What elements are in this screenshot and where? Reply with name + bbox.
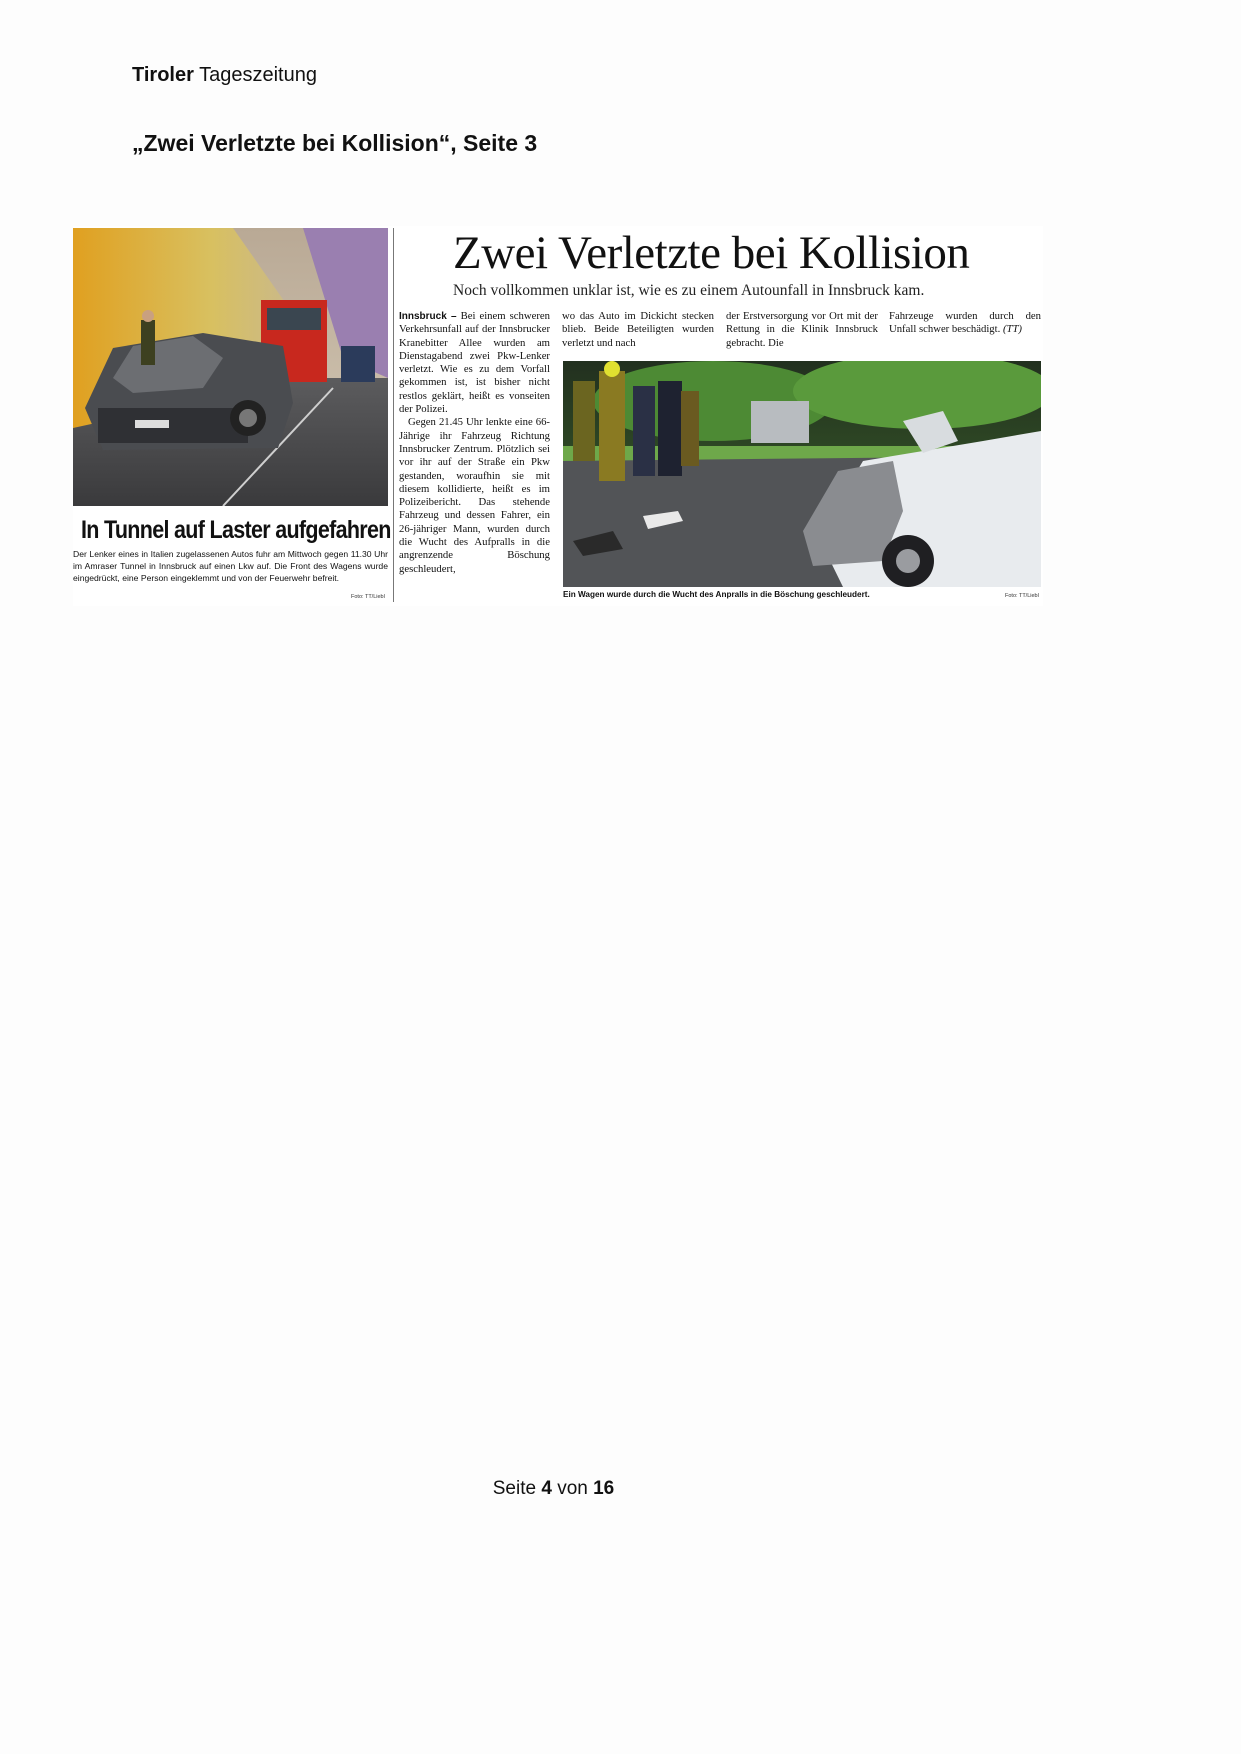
dateline: Innsbruck –: [399, 311, 457, 322]
newspaper-brand: [132, 64, 317, 87]
brand-rest: Tageszeitung: [199, 64, 317, 86]
current-page-number: 4: [541, 1478, 552, 1499]
article-paragraph-1: Bei einem schweren Verkehrsunfall auf der Innsbrucker Kranebitter Allee wurden am Dienstagabend zwei Pkw-Lenker verletzt. Wie es zu dem Vorfall gekommen ist, ist bisher nicht restlos geklärt, heißt es vonseiten der Polizei.: [399, 310, 550, 416]
article-reference-title: „Zwei Verletzte bei Kollision“, Seite 3: [132, 130, 538, 156]
footer-middle: von: [557, 1478, 588, 1499]
main-headline: Zwei Verletzte bei Kollision: [453, 227, 970, 279]
author-tag: (TT): [1002, 323, 1022, 336]
article-closing-text: Fahrzeuge wurden durch den Unfall schwer beschädigt.: [889, 310, 1041, 336]
tunnel-crash-photo: [73, 228, 388, 506]
article-column-1: [399, 310, 550, 576]
tunnel-article-caption: Der Lenker eines in Italien zugelassenen Autos fuhr am Mittwoch gegen 11.30 Uhr im Amraser Tunnel in Innsbruck auf einen Lkw auf. Die Front des Wagens wurde eingedrückt, eine Person eingeklemmt und von der Feuerwehr befreit.: [73, 549, 388, 583]
footer-prefix: Seite: [492, 1478, 537, 1499]
tunnel-photo-credit: Foto: TT/Liebl: [351, 594, 385, 600]
crash-photo-credit: Foto: TT/Liebl: [1005, 593, 1039, 599]
tunnel-article-headline: In Tunnel auf Laster aufgefahren: [81, 516, 391, 544]
article-column-2: wo das Auto im Dickicht stecken blieb. Beide Beteiligten wurden verletzt und nach: [562, 310, 714, 349]
total-page-count: 16: [593, 1478, 615, 1499]
column-divider: [393, 228, 394, 602]
roadside-crash-photo: [563, 361, 1041, 587]
main-subheadline: Noch vollkommen unklar ist, wie es zu einem Autounfall in Innsbruck kam.: [453, 282, 925, 299]
brand-bold: Tiroler: [132, 64, 194, 86]
newspaper-clipping: [73, 226, 1043, 606]
crash-photo-caption: Ein Wagen wurde durch die Wucht des Anpralls in die Böschung geschleudert.: [563, 590, 870, 599]
article-column-4: [889, 310, 1041, 337]
article-column-3: der Erstversorgung vor Ort mit der Rettung in die Klinik Innsbruck gebracht. Die: [726, 310, 878, 349]
article-paragraph-2: Gegen 21.45 Uhr lenkte eine 66-Jährige ihr Fahrzeug Richtung Innsbrucker Zentrum. Plötzlich sei vor ihr auf der Straße ein Pkw gestanden, woraufhin sie mit diesem kollidierte, heißt es im Polizeibericht. Das stehende Fahrzeug und dessen Fahrer, ein 26-jähriger Mann, wurden durch die Wucht des Aufpralls in die angrenzende Böschung geschleudert,: [399, 416, 550, 575]
page-footer: [0, 1478, 1107, 1500]
